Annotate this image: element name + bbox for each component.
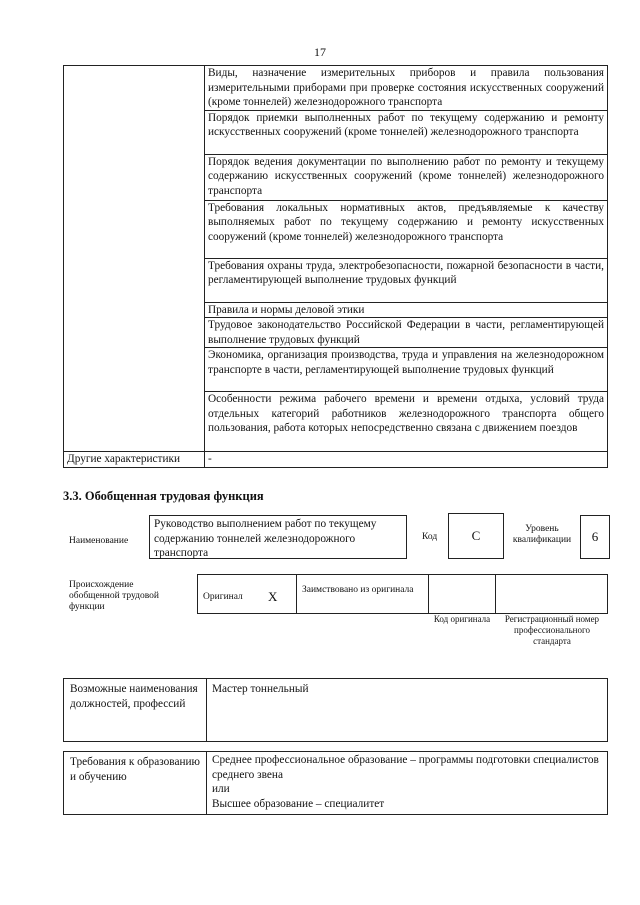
positions-label: Возможные наименования должностей, профессий — [70, 683, 198, 710]
code-original-label: Код оригинала — [433, 614, 491, 624]
positions-divider — [206, 679, 207, 741]
education-line: или — [212, 783, 230, 795]
original-mark: X — [268, 589, 278, 604]
knowledge-row: Порядок приемки выполненных работ по текущему содержанию и ремонту искусственных сооружений (кроме тоннелей) железнодорожного транспорта — [205, 110, 608, 154]
origin-divider — [607, 574, 608, 614]
origin-divider — [197, 574, 198, 614]
education-line: Среднее профессиональное образование – программы подготовки специалистов среднего звена — [212, 754, 599, 781]
origin-divider — [428, 574, 429, 614]
borrowed-label: Заимствовано из оригинала — [302, 585, 414, 595]
education-divider — [206, 752, 207, 814]
knowledge-row: Требования охраны труда, электробезопасности, пожарной безопасности в части, регламентирующей выполнение трудовых функций — [205, 258, 608, 302]
origin-label: Происхождение обобщенной трудовой функции — [69, 580, 159, 612]
origin-top-border — [197, 574, 608, 575]
knowledge-label-cell — [64, 66, 205, 452]
knowledge-row: Особенности режима рабочего времени и времени отдыха, условий труда отдельных категорий работников железнодорожного транспорта общего пользования, работа которых непосредственно связана с движением поездов — [205, 392, 608, 452]
original-label: Оригинал — [203, 592, 243, 602]
education-label: Требования к образованию и обучению — [70, 756, 200, 783]
reg-number-label: Регистрационный номер профессионального стандарта — [504, 614, 600, 646]
positions-table — [63, 678, 608, 742]
knowledge-row: Правила и нормы деловой этики — [205, 302, 608, 318]
education-table — [63, 751, 608, 815]
knowledge-row: Экономика, организация производства, труда и управления на железнодорожном транспорте в части, регламентирующей выполнение трудовых функций — [205, 348, 608, 392]
education-line: Высшее образование – специалитет — [212, 797, 385, 810]
level-box: 6 — [580, 515, 610, 559]
knowledge-row: Порядок ведения документации по выполнению работ по ремонту и текущему содержанию искусственных сооружений (кроме тоннелей) железнодорожного транспорта — [205, 154, 608, 200]
origin-divider — [296, 574, 297, 614]
knowledge-row: Требования локальных нормативных актов, предъявляемые к качеству выполняемых работ по текущему содержанию и ремонту искусственных сооружений (кроме тоннелей) железнодорожного транспорта — [205, 200, 608, 258]
level-label: Уровень квалификации — [512, 524, 572, 545]
code-label: Код — [422, 532, 438, 542]
knowledge-table — [63, 65, 608, 468]
section-title: 3.3. Обобщенная трудовая функция — [63, 489, 264, 503]
knowledge-row: Трудовое законодательство Российской Федерации в части, регламентирующей выполнение трудовых функций — [205, 318, 608, 348]
origin-divider — [495, 574, 496, 614]
education-value — [212, 753, 602, 811]
knowledge-row: Виды, назначение измерительных приборов и правила пользования измерительными приборами при проверке состояния искусственных сооружений (кроме тоннелей) железнодорожного транспорта — [205, 66, 608, 111]
positions-value: Мастер тоннельный — [212, 683, 309, 695]
other-characteristics-value: - — [205, 452, 608, 468]
other-characteristics-label: Другие характеристики — [64, 452, 205, 468]
code-box: С — [448, 513, 504, 559]
function-name-box: Руководство выполнением работ по текущему содержанию тоннелей железнодорожного транспорта — [149, 515, 407, 559]
name-label: Наименование — [69, 536, 129, 546]
page-number: 17 — [314, 45, 326, 59]
